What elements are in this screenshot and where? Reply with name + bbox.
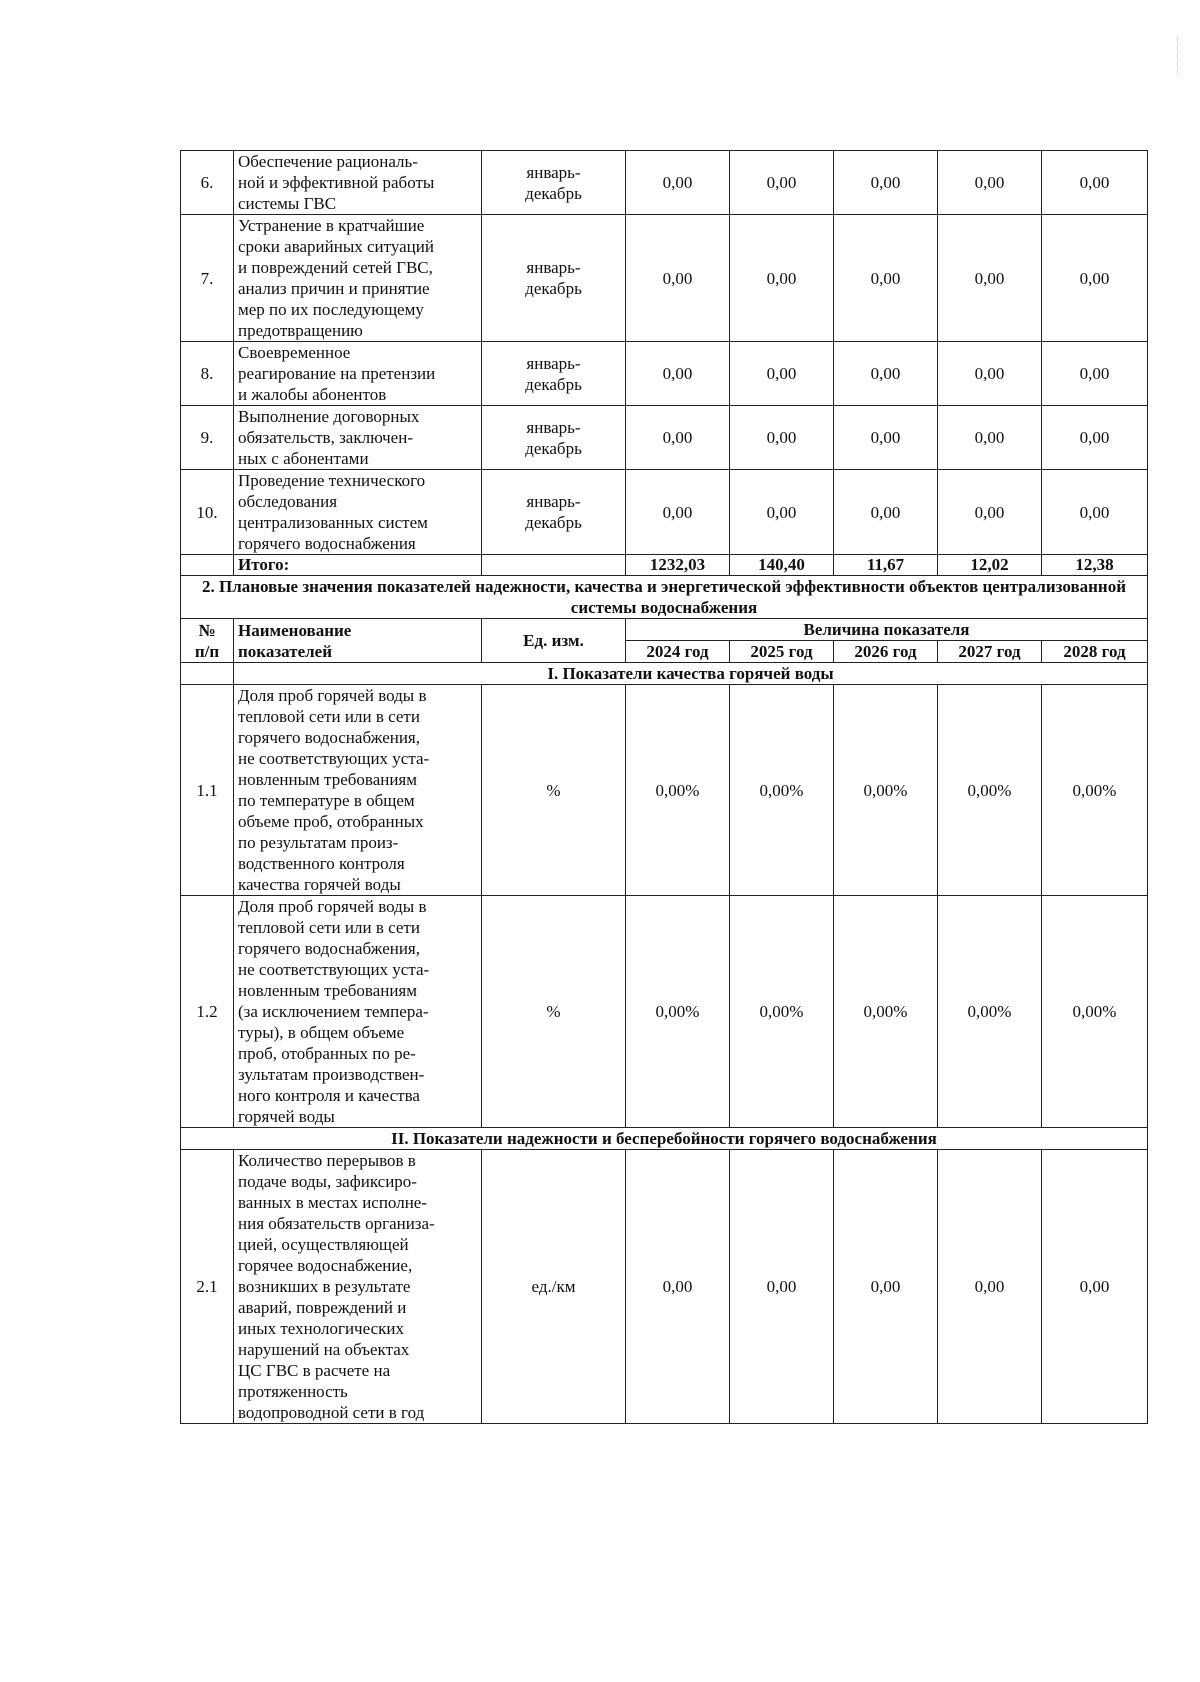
period-cell — [482, 470, 626, 555]
value-cell: 0,00 — [834, 470, 938, 555]
activities-rows — [181, 151, 1148, 555]
activity-name-line: Своевременное — [238, 343, 351, 362]
value-cell: 0,00 — [1042, 406, 1148, 470]
indicator-name-line: иных технологических — [238, 1319, 404, 1338]
period-cell — [482, 406, 626, 470]
activity-name-line: горячего водоснабжения — [238, 534, 416, 553]
value-cell: 0,00% — [938, 896, 1042, 1128]
value-cell: 0,00 — [730, 406, 834, 470]
period-cell — [482, 342, 626, 406]
value-cell: 0,00 — [1042, 1150, 1148, 1424]
period-line: январь- — [526, 162, 581, 182]
unit-cell: ед./км — [482, 1150, 626, 1424]
unit-cell: % — [482, 685, 626, 896]
row-number: 10. — [181, 470, 234, 555]
indicator-name-line: зультатам производствен- — [238, 1065, 425, 1084]
value-cell: 0,00 — [626, 151, 730, 215]
total-value: 12,02 — [938, 555, 1042, 576]
period-cell — [482, 151, 626, 215]
activity-row — [181, 151, 1148, 215]
indicator-name-line: не соответствующих уста- — [238, 960, 430, 979]
subsection-2 — [181, 1128, 1148, 1150]
value-cell: 0,00 — [730, 1150, 834, 1424]
header-name — [234, 619, 482, 663]
value-cell: 0,00 — [626, 1150, 730, 1424]
value-cell: 0,00 — [730, 215, 834, 342]
row-number: 7. — [181, 215, 234, 342]
value-cell: 0,00 — [1042, 215, 1148, 342]
indicator-name-line: новленным требованиям — [238, 770, 418, 789]
activity-name-line: анализ причин и принятие — [238, 279, 430, 298]
header-unit: Ед. изм. — [482, 619, 626, 663]
value-cell: 0,00 — [938, 470, 1042, 555]
header-num-line: п/п — [194, 641, 220, 661]
value-cell: 0,00 — [834, 342, 938, 406]
indicator-name-line: (за исключением темпера- — [238, 1002, 429, 1021]
value-cell: 0,00% — [834, 896, 938, 1128]
indicator-name-line: тепловой сети или в сети — [238, 707, 420, 726]
value-cell: 0,00 — [730, 151, 834, 215]
indicator-name-line: тепловой сети или в сети — [238, 918, 420, 937]
subsection-row — [181, 663, 1148, 685]
activity-name-line: Обеспечение рациональ- — [238, 152, 418, 171]
reliability-rows — [181, 1150, 1148, 1424]
total-label: Итого: — [234, 555, 482, 576]
subsection-title: II. Показатели надежности и бесперебойности горячего водоснабжения — [181, 1128, 1148, 1150]
row-number: 6. — [181, 151, 234, 215]
period-line: декабрь — [525, 374, 582, 394]
activity-name-line: предотвращению — [238, 321, 363, 340]
activity-name-line: и жалобы абонентов — [238, 385, 387, 404]
period-line: январь- — [526, 353, 581, 373]
indicator-name-line: подаче воды, зафиксиро- — [238, 1172, 417, 1191]
value-cell: 0,00 — [834, 215, 938, 342]
indicator-name-line: объеме проб, отобранных — [238, 812, 424, 831]
activity-name-line: ной и эффективной работы — [238, 173, 435, 192]
year-header: 2024 год — [626, 641, 730, 663]
indicator-name-line: по температуре в общем — [238, 791, 415, 810]
value-cell: 0,00 — [626, 406, 730, 470]
subsection-title: I. Показатели качества горячей воды — [234, 663, 1148, 685]
period-line: январь- — [526, 492, 581, 511]
unit-cell: % — [482, 896, 626, 1128]
indicator-name — [234, 685, 482, 896]
value-cell: 0,00 — [834, 406, 938, 470]
period-cell — [482, 215, 626, 342]
activity-name-line: и повреждений сетей ГВС, — [238, 258, 433, 277]
header-name-line: Наименование — [238, 620, 352, 640]
indicator-name-line: горячей воды — [238, 1107, 335, 1126]
indicator-name-line: не соответствующих уста- — [238, 749, 430, 768]
subsection-num-cell — [181, 663, 234, 685]
header-num — [181, 619, 234, 663]
header-name-line: показателей — [238, 641, 332, 661]
indicator-row — [181, 896, 1148, 1128]
value-cell: 0,00 — [1042, 470, 1148, 555]
period-line: декабрь — [525, 183, 582, 203]
value-cell: 0,00 — [626, 470, 730, 555]
activity-name-line: реагирование на претензии — [238, 364, 436, 383]
value-cell: 0,00 — [834, 151, 938, 215]
total-value: 11,67 — [834, 555, 938, 576]
activity-name-line: мер по их последующему — [238, 300, 424, 319]
total-value: 12,38 — [1042, 555, 1148, 576]
activity-name-line: сроки аварийных ситуаций — [238, 237, 434, 256]
value-cell: 0,00 — [834, 1150, 938, 1424]
activity-name — [234, 470, 482, 555]
total-num-cell — [181, 555, 234, 576]
indicator-name-line: водопроводной сети в год — [238, 1403, 425, 1422]
row-number: 8. — [181, 342, 234, 406]
row-number: 9. — [181, 406, 234, 470]
value-cell: 0,00 — [938, 342, 1042, 406]
activity-name — [234, 215, 482, 342]
value-cell: 0,00 — [626, 215, 730, 342]
value-cell: 0,00% — [834, 685, 938, 896]
activity-name-line: централизованных систем — [238, 513, 428, 532]
value-cell: 0,00% — [626, 896, 730, 1128]
indicator-name-line: ного контроля и качества — [238, 1086, 420, 1105]
value-cell: 0,00 — [1042, 342, 1148, 406]
indicator-name-line: Количество перерывов в — [238, 1151, 416, 1170]
indicator-name-line: аварий, повреждений и — [238, 1298, 407, 1317]
year-header: 2028 год — [1042, 641, 1148, 663]
period-line: январь- — [526, 258, 581, 277]
value-cell: 0,00% — [730, 685, 834, 896]
activity-name-line: системы ГВС — [238, 194, 337, 213]
value-cell: 0,00% — [626, 685, 730, 896]
header-num-line: № — [198, 620, 216, 640]
scan-artifact — [1177, 36, 1186, 76]
period-line: декабрь — [525, 279, 582, 298]
indicator-name-line: Доля проб горячей воды в — [238, 686, 427, 705]
section-title-row — [181, 576, 1148, 619]
indicator-name-line: горячее водоснабжение, — [238, 1256, 413, 1275]
activity-name-line: Выполнение договорных — [238, 407, 420, 426]
activity-row — [181, 406, 1148, 470]
total-value: 1232,03 — [626, 555, 730, 576]
value-cell: 0,00 — [626, 342, 730, 406]
activity-name — [234, 342, 482, 406]
value-cell: 0,00 — [730, 470, 834, 555]
indicator-name-line: Доля проб горячей воды в — [238, 897, 427, 916]
indicator-name-line: протяженность — [238, 1382, 348, 1401]
value-cell: 0,00 — [938, 151, 1042, 215]
subsection-row — [181, 1128, 1148, 1150]
value-cell: 0,00 — [1042, 151, 1148, 215]
indicator-name-line: проб, отобранных по ре- — [238, 1044, 416, 1063]
indicators-table — [180, 150, 1148, 1424]
year-header: 2026 год — [834, 641, 938, 663]
value-cell: 0,00 — [938, 215, 1042, 342]
indicator-name-line: горячего водоснабжения, — [238, 939, 421, 958]
activity-row — [181, 215, 1148, 342]
activity-row — [181, 470, 1148, 555]
value-cell: 0,00 — [938, 406, 1042, 470]
activity-name — [234, 406, 482, 470]
indicator-name-line: ЦС ГВС в расчете на — [238, 1361, 391, 1380]
indicator-name-line: ния обязательств организа- — [238, 1214, 435, 1233]
period-line: январь- — [526, 417, 581, 437]
indicator-number: 1.1 — [181, 685, 234, 896]
indicator-name-line: цией, осуществляющей — [238, 1235, 409, 1254]
year-header: 2027 год — [938, 641, 1042, 663]
indicator-row — [181, 685, 1148, 896]
year-header: 2025 год — [730, 641, 834, 663]
total-period-cell — [482, 555, 626, 576]
value-cell: 0,00 — [938, 1150, 1042, 1424]
activity-name-line: Устранение в кратчайшие — [238, 216, 425, 235]
indicator-name-line: нарушений на объектах — [238, 1340, 410, 1359]
indicator-name — [234, 896, 482, 1128]
value-cell: 0,00% — [1042, 685, 1148, 896]
value-cell: 0,00 — [730, 342, 834, 406]
activity-row — [181, 342, 1148, 406]
total-value: 140,40 — [730, 555, 834, 576]
activity-name — [234, 151, 482, 215]
value-cell: 0,00% — [730, 896, 834, 1128]
activity-name-line: Проведение технического — [238, 471, 426, 490]
header-row-1 — [181, 619, 1148, 641]
section-title: 2. Плановые значения показателей надежности, качества и энергетической эффективности объектов централизованной системы водоснабжения — [181, 576, 1148, 619]
activity-name-line: обследования — [238, 492, 338, 511]
total-row — [181, 555, 1148, 576]
activity-name-line: обязательств, заключен- — [238, 428, 413, 447]
indicator-number: 1.2 — [181, 896, 234, 1128]
period-line: декабрь — [525, 438, 582, 458]
total-section — [181, 555, 1148, 685]
period-line: декабрь — [525, 513, 582, 532]
indicator-name-line: качества горячей воды — [238, 875, 401, 894]
indicator-number: 2.1 — [181, 1150, 234, 1424]
indicator-name — [234, 1150, 482, 1424]
indicator-name-line: ванных в местах исполне- — [238, 1193, 428, 1212]
indicator-name-line: водственного контроля — [238, 854, 405, 873]
value-cell: 0,00% — [938, 685, 1042, 896]
indicator-name-line: горячего водоснабжения, — [238, 728, 421, 747]
quality-rows — [181, 685, 1148, 1128]
indicator-name-line: возникших в результате — [238, 1277, 411, 1296]
activity-name-line: ных с абонентами — [238, 449, 369, 468]
header-value: Величина показателя — [626, 619, 1148, 641]
indicator-name-line: туры), в общем объеме — [238, 1023, 405, 1042]
value-cell: 0,00% — [1042, 896, 1148, 1128]
indicator-name-line: новленным требованиям — [238, 981, 418, 1000]
indicator-name-line: по результатам произ- — [238, 833, 399, 852]
indicator-row — [181, 1150, 1148, 1424]
